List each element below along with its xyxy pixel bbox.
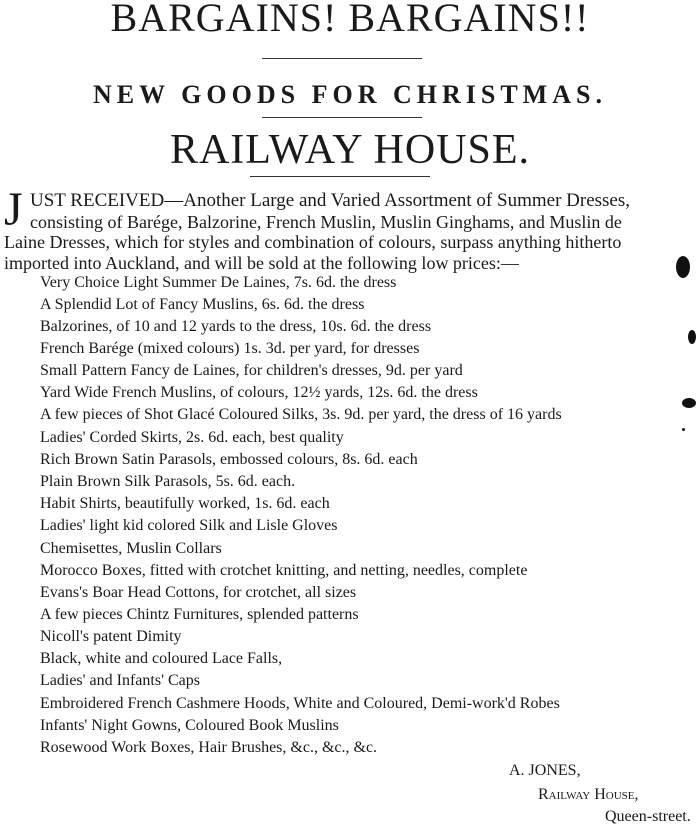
signature-name: A. JONES, [509,762,581,779]
list-item: Rich Brown Satin Parasols, embossed colours, 8s. 6d. each [40,451,418,468]
list-item: Small Pattern Fancy de Laines, for children's dresses, 9d. per yard [40,362,463,379]
list-item: Very Choice Light Summer De Laines, 7s. 6d. the dress [40,274,397,291]
list-item: Habit Shirts, beautifully worked, 1s. 6d. each [40,495,330,512]
list-item: A few pieces of Shot Glacé Coloured Silks, 3s. 9d. per yard, the dress of 16 yards [40,406,562,423]
headline-bargains: BARGAINS! BARGAINS!! [110,0,590,40]
list-item: Embroidered French Cashmere Hoods, White and Coloured, Demi-work'd Robes [40,695,560,712]
ink-blot [688,330,696,344]
divider-rule [262,58,422,59]
intro-line: consisting of Barége, Balzorine, French Muslin, Muslin Ginghams, and Muslin de [30,212,622,232]
list-item: Ladies' light kid colored Silk and Lisle Gloves [40,517,338,534]
list-item: Balzorines, of 10 and 12 yards to the dress, 10s. 6d. the dress [40,318,432,335]
list-item: Morocco Boxes, fitted with crotchet knitting, and netting, needles, complete [40,562,528,579]
list-item: A Splendid Lot of Fancy Muslins, 6s. 6d. the dress [40,296,365,313]
list-item: Chemisettes, Muslin Collars [40,540,222,557]
signature-street: Queen-street. [605,808,691,825]
list-item: Black, white and coloured Lace Falls, [40,650,283,667]
list-item: Yard Wide French Muslins, of colours, 12½ yards, 12s. 6d. the dress [40,384,478,401]
ink-blot [676,256,690,278]
signature-house: Railway House, [538,786,639,803]
ink-blot [682,398,696,408]
intro-line: imported into Auckland, and will be sold at the following low prices:— [4,253,519,273]
list-item: Rosewood Work Boxes, Hair Brushes, &c., &c., &c. [40,739,378,756]
headline-new-goods: NEW GOODS FOR CHRISTMAS. [93,80,607,109]
divider-rule [262,117,422,118]
list-item: Nicoll's patent Dimity [40,628,182,645]
list-item: Evans's Boar Head Cottons, for crotchet, all sizes [40,584,357,601]
list-item: Ladies' and Infants' Caps [40,672,200,689]
list-item: Ladies' Corded Skirts, 2s. 6d. each, best quality [40,429,344,446]
intro-line: Laine Dresses, which for styles and combination of colours, surpass anything hitherto [4,232,622,252]
intro-line: UST RECEIVED—Another Large and Varied Assortment of Summer Dresses, [30,190,630,211]
list-item: Infants' Night Gowns, Coloured Book Muslins [40,717,339,734]
list-item: French Barége (mixed colours) 1s. 3d. per yard, for dresses [40,340,420,357]
list-item: A few pieces Chintz Furnitures, splended patterns [40,606,359,623]
drop-cap: J [4,183,23,236]
list-item: Plain Brown Silk Parasols, 5s. 6d. each. [40,473,296,490]
headline-railway-house: RAILWAY HOUSE. [169,127,531,173]
ink-blot [682,428,685,431]
divider-rule [250,176,430,177]
